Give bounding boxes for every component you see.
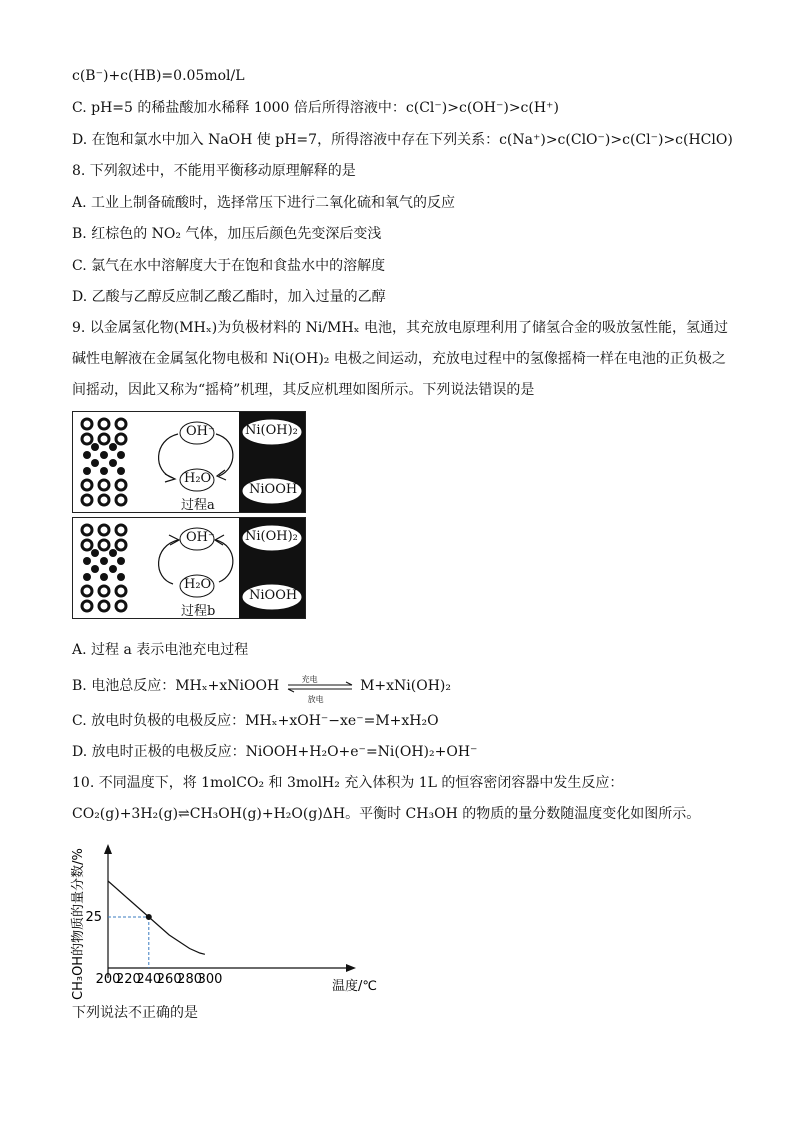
option-8d: D. 乙酸与乙醇反应制乙酸乙酯时，加入过量的乙醇 (72, 289, 386, 305)
x-axis (108, 964, 356, 972)
x-tick-220: 220 (115, 972, 141, 987)
water-label: H₂O (184, 577, 212, 592)
caption-process-a: 过程a (181, 498, 215, 513)
question-9-line-2: 碱性电解液在金属氢化物电极和 Ni(OH)₂ 电极之间运动，充放电过程中的氢像摇椅一样在电池的正负极之 (72, 351, 726, 367)
caption-process-b: 过程b (181, 604, 216, 619)
oh-label: OH⁻ (186, 530, 215, 545)
ni-oh2-label: Ni(OH)₂ (245, 529, 298, 544)
discharge-label: 放电 (307, 695, 324, 704)
option-8b: B. 红棕色的 NO₂ 气体，加压后颜色先变深后变浅 (72, 226, 382, 242)
reversible-arrow (284, 675, 356, 704)
diagram-process-a (72, 411, 306, 513)
charge-label: 充电 (301, 675, 318, 684)
metal-hydride-electrode (82, 525, 126, 611)
left-cycle-arrow (159, 434, 178, 478)
y-axis-label: CH₃OH的物质的量分数/% (71, 848, 86, 1000)
series-line (108, 881, 205, 954)
x-tick-240: 240 (136, 972, 162, 987)
y-axis (104, 844, 112, 978)
methanol-fraction-chart (60, 840, 400, 1000)
option-9b-left: B. 电池总反应：MHₓ+xNiOOH (72, 678, 280, 694)
x-tick-260: 260 (156, 972, 182, 987)
water-label: H₂O (184, 471, 212, 486)
question-9-line-1: 9. 以金属氢化物(MHₓ)为负极材料的 Ni/MHₓ 电池，其充放电原理利用了储氢合金的吸放氢性能，氢通过 (72, 320, 729, 336)
diagram-process-b (72, 517, 306, 619)
question-10-line-2: CO₂(g)+3H₂(g)⇌CH₃OH(g)+H₂O(g)ΔH。平衡时 CH₃OH 的物质的量分数随温度变化如图所示。 (72, 806, 701, 822)
oh-label: OH⁻ (186, 424, 215, 439)
left-cycle-arrow (159, 540, 178, 584)
question-10-prompt: 下列说法不正确的是 (72, 1005, 198, 1021)
metal-hydride-electrode (82, 419, 126, 505)
option-8c: C. 氯气在水中溶解度大于在饱和食盐水中的溶解度 (72, 258, 386, 274)
chart-layer (85, 881, 222, 987)
option-8a: A. 工业上制备硫酸时，选择常压下进行二氧化硫和氧气的反应 (72, 195, 456, 211)
x-tick-300: 300 (197, 972, 223, 987)
x-tick-200: 200 (95, 972, 121, 987)
y-tick-25: 25 (85, 910, 102, 925)
marked-point (146, 914, 152, 920)
x-tick-280: 280 (177, 972, 203, 987)
option-9b (72, 675, 452, 704)
option-9b-right: M+xNi(OH)₂ (360, 678, 452, 694)
option-9c: C. 放电时负极的电极反应：MHₓ+xOH⁻−xe⁻=M+xH₂O (72, 713, 439, 729)
question-10-line-1: 10. 不同温度下，将 1molCO₂ 和 3molH₂ 充入体积为 1L 的恒容密闭容器中发生反应： (72, 775, 624, 791)
niooh-label: NiOOH (249, 588, 298, 603)
text-line-1: c(B⁻)+c(HB)=0.05mol/L (72, 68, 245, 84)
left-arrow-head (165, 474, 175, 482)
x-axis-label: 温度/℃ (332, 979, 377, 994)
question-8: 8. 下列叙述中，不能用平衡移动原理解释的是 (72, 163, 356, 179)
question-9-line-3: 间摇动，因此又称为“摇椅”机理，其反应机理如图所示。下列说法错误的是 (72, 382, 535, 398)
niooh-label: NiOOH (249, 482, 298, 497)
text-line-2: C. pH=5 的稀盐酸加水稀释 1000 倍后所得溶液中：c(Cl⁻)>c(OH⁻)>c(H⁺) (72, 100, 559, 116)
right-cycle-arrow (216, 540, 233, 582)
option-9d: D. 放电时正极的电极反应：NiOOH+H₂O+e⁻=Ni(OH)₂+OH⁻ (72, 744, 478, 760)
text-line-3: D. 在饱和氯水中加入 NaOH 使 pH=7，所得溶液中存在下列关系：c(Na⁺)>c(ClO⁻)>c(Cl⁻)>c(HClO) (72, 132, 733, 148)
option-9a: A. 过程 a 表示电池充电过程 (72, 642, 249, 658)
ni-oh2-label: Ni(OH)₂ (245, 423, 298, 438)
